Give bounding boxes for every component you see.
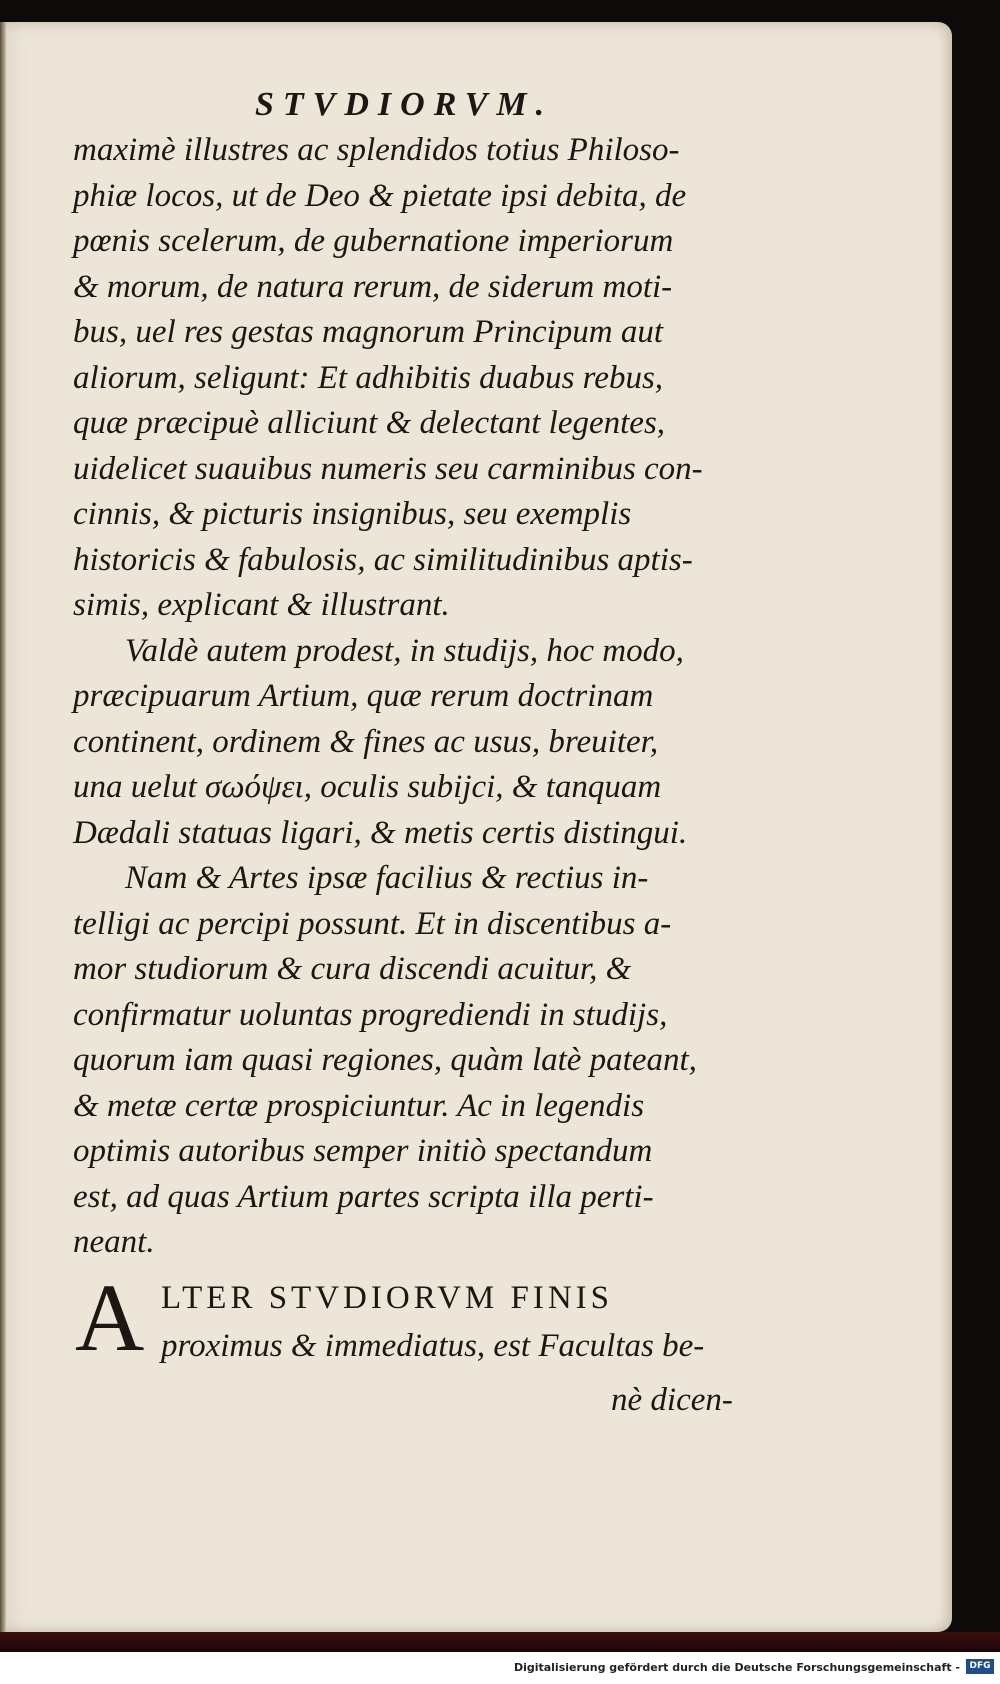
text-line: confirmatur uoluntas progrediendi in studijs, [73,996,668,1033]
page-binding-edge [0,22,6,1632]
text-line: aliorum, seligunt: Et adhibitis duabus rebus, [73,359,664,396]
book-cover-edge [0,1632,1000,1652]
dfg-logo: DFG [966,1659,994,1674]
text-line: historicis & fabulosis, ac similitudinibus aptis- [73,541,693,578]
text-line: præcipuarum Artium, quæ rerum doctrinam [73,678,654,714]
body-text [73,128,743,1266]
book-page [0,22,952,1632]
text-line: pœnis scelerum, de gubernatione imperiorum [73,223,674,259]
footer-bar [0,1652,1000,1684]
text-line: phiæ locos, ut de Deo & pietate ipsi debita, de [73,177,687,214]
text-line: simis, explicant & illustrant. [73,587,450,623]
text-line: continent, ordinem & fines ac usus, breuiter, [73,723,659,760]
text-line: maximè illustres ac splendidos totius Philoso- [73,132,680,168]
text-line: & morum, de natura rerum, de siderum moti- [73,268,673,305]
running-head: STVDIORVM. [255,86,554,123]
text-line: quæ præcipuè alliciunt & delectant legentes, [73,405,666,441]
text-line: Nam & Artes ipsæ facilius & rectius in- [125,860,649,896]
text-line: cinnis, & picturis insignibus, seu exemplis [73,496,632,532]
text-line: optimis autoribus semper initiò spectandum [73,1133,653,1169]
text-line: est, ad quas Artium partes scripta illa perti- [73,1178,654,1215]
catchword: nè dicen- [611,1382,733,1418]
text-line: uidelicet suauibus numeris seu carminibus con- [73,450,703,487]
text-line: bus, uel res gestas magnorum Principum aut [73,314,664,350]
text-line: Valdè autem prodest, in studijs, hoc modo, [125,632,684,669]
drop-cap: A [75,1264,145,1371]
footer-credit: Digitalisierung gefördert durch die Deutsche Forschungsgemeinschaft - [513,1661,960,1674]
text-line: quorum iam quasi regiones, quàm latè pateant, [73,1042,697,1078]
text-line: telligi ac percipi possunt. Et in discentibus a- [73,905,672,942]
text-line: una uelut σωόψει, oculis subijci, & tanquam [73,769,662,805]
text-line: Dædali statuas ligari, & metis certis distingui. [73,814,688,851]
section-first-line: proximus & immediatus, est Facultas be- [161,1328,705,1364]
text-line: neant. [73,1224,155,1260]
text-line: mor studiorum & cura discendi acuitur, & [73,951,632,987]
section-heading: LTER STVDIORVM FINIS [161,1280,614,1316]
text-line: & metæ certæ prospiciuntur. Ac in legendis [73,1087,645,1124]
